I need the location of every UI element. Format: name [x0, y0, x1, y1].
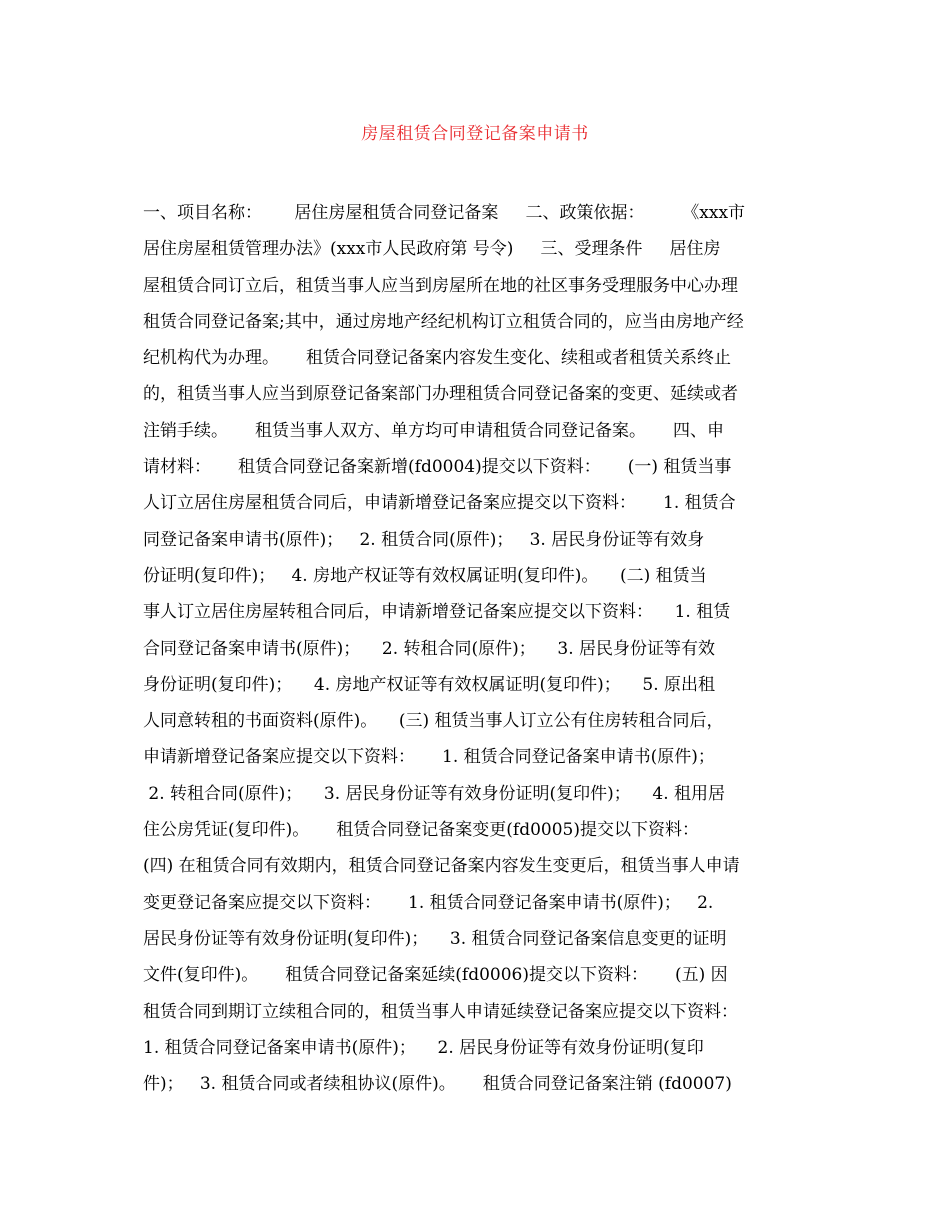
body-line: 文件(复印件)。 租赁合同登记备案延续(fd0006)提交以下资料： (五) 因 — [143, 965, 728, 986]
body-line: 纪机构代为办理。 租赁合同登记备案内容发生变化、续租或者租赁关系终止 — [143, 348, 732, 369]
body-line: 注销手续。 租赁当事人双方、单方均可申请租赁合同登记备案。 四、申 — [143, 420, 725, 441]
body-line: 屋租赁合同订立后，租赁当事人应当到房屋所在地的社区事务受理服务中心办理 — [143, 275, 738, 296]
body-line: 份证明(复印件)； 4. 房地产权证等有效权属证明(复印件)。 (二) 租赁当 — [143, 565, 707, 586]
body-line: 的，租赁当事人应当到原登记备案部门办理租赁合同登记备案的变更、延续或者 — [143, 384, 738, 405]
body-line: 租赁合同到期订立续租合同的，租赁当事人申请延续登记备案应提交以下资料： — [143, 1001, 738, 1022]
body-line: 人同意转租的书面资料(原件)。 (三) 租赁当事人订立公有住房转租合同后， — [143, 711, 724, 732]
body-line: 居民身份证等有效身份证明(复印件)； 3. 租赁合同登记备案信息变更的证明 — [143, 928, 727, 949]
body-line: 同登记备案申请书(原件)； 2. 租赁合同(原件)； 3. 居民身份证等有效身 — [143, 529, 705, 550]
body-line: 居住房屋租赁管理办法》(xxx市人民政府第 号令) 三、受理条件 居住房 — [143, 239, 721, 260]
body-line: 人订立居住房屋租赁合同后，申请新增登记备案应提交以下资料： 1. 租赁合 — [143, 493, 736, 514]
body-line: 件)； 3. 租赁合同或者续租协议(原件)。 租赁合同登记备案注销 (fd0007) — [143, 1074, 732, 1095]
body-line: (四) 在租赁合同有效期内，租赁合同登记备案内容发生变更后，租赁当事人申请 — [143, 856, 740, 877]
document-body — [143, 195, 809, 1102]
body-line: 租赁合同登记备案;其中，通过房地产经纪机构订立租赁合同的，应当由房地产经 — [143, 311, 744, 332]
body-line: 身份证明(复印件)； 4. 房地产权证等有效权属证明(复印件)； 5. 原出租 — [143, 674, 716, 695]
body-line: 一、项目名称： 居住房屋租赁合同登记备案 二、政策依据： 《xxx市 — [143, 203, 746, 223]
body-line: 1. 租赁合同登记备案申请书(原件)； 2. 居民身份证等有效身份证明(复印 — [143, 1037, 704, 1058]
body-line: 申请新增登记备案应提交以下资料： 1. 租赁合同登记备案申请书(原件)； — [143, 747, 715, 768]
body-line: 请材料： 租赁合同登记备案新增(fd0004)提交以下资料： (一) 租赁当事 — [143, 457, 732, 478]
body-line: 事人订立居住房屋转租合同后，申请新增登记备案应提交以下资料： 1. 租赁 — [143, 602, 731, 623]
body-line: 合同登记备案申请书(原件)； 2. 转租合同(原件)； 3. 居民身份证等有效 — [143, 638, 716, 659]
document-title: 房屋租赁合同登记备案申请书 — [361, 124, 589, 144]
body-line: 2. 转租合同(原件)； 3. 居民身份证等有效身份证明(复印件)； 4. 租用居 — [143, 783, 726, 804]
body-line: 变更登记备案应提交以下资料： 1. 租赁合同登记备案申请书(原件)； 2. — [143, 892, 714, 913]
body-line: 住公房凭证(复印件)。 租赁合同登记备案变更(fd0005)提交以下资料： — [143, 820, 699, 841]
